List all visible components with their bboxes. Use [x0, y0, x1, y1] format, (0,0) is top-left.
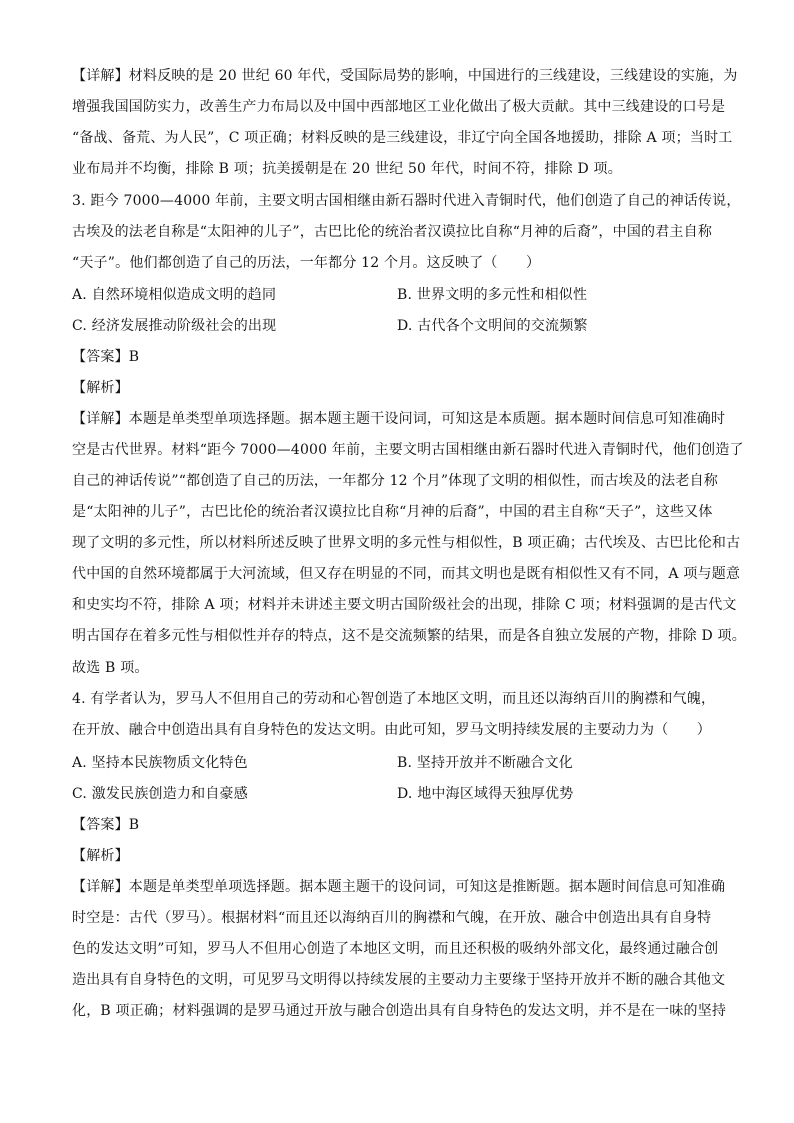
q4-detail-line: 化，B 项正确；材料强调的是罗马通过开放与融合创造出具有自身特色的发达文明，并不是在一味的坚持	[72, 1003, 727, 1019]
q4-option-d: D. 地中海区域得天独厚优势	[397, 786, 574, 802]
q4-option-b: B. 坚持开放并不断融合文化	[397, 755, 573, 771]
q4-stem-line: 4. 有学者认为，罗马人不但用自己的劳动和心智创造了本地区文明，而且还以海纳百川的胸襟和气魄，	[72, 691, 716, 707]
q3-detail-line: 【详解】本题是单类型单项选择题。据本题主题干设问词，可知这是本质题。据本题时间信息可知准确时	[72, 411, 726, 427]
q4-option-c: C. 激发民族创造力和自豪感	[72, 786, 248, 802]
q3-detail-line: 自己的神话传说”“都创造了自己的历法，一年都分 12 个月”体现了文明的相似性，而古埃及的法老自称	[72, 473, 718, 489]
q2-detail-line: 业布局并不均衡，排除 B 项；抗美援朝是在 20 世纪 50 年代，时间不符，排除 D 项。	[72, 161, 622, 177]
q3-stem-line: 古埃及的法老自称是“太阳神的儿子”，古巴比伦的统治者汉谟拉比自称“月神的后裔”，中国的君主自称	[72, 224, 713, 240]
q3-analysis-title: 【解析】	[72, 380, 129, 396]
q3-detail-line: 代中国的自然环境都属于大河流域，但又存在明显的不同，而其文明也是既有相似性又有不同，A 项与题意	[72, 566, 741, 582]
q3-answer: 【答案】B	[72, 349, 140, 365]
q4-option-a: A. 坚持本民族物质文化特色	[72, 755, 248, 771]
q3-detail-line: 现了文明的多元性，所以材料所述反映了世界文明的多元性与相似性，B 项正确；古代埃及、古巴比伦和古	[72, 535, 741, 551]
q3-stem-line: “天子”。他们都创造了自己的历法，一年都分 12 个月。这反映了（ ）	[72, 255, 541, 271]
q3-option-c: C. 经济发展推动阶级社会的出现	[72, 318, 277, 334]
q3-detail-line: 明古国存在着多元性与相似性并存的特点，这不是交流频繁的结果，而是各自独立发展的产物，排除 D 项。	[72, 628, 746, 644]
q2-detail-line: “备战、备荒、为人民”，C 项正确；材料反映的是三线建设，非辽宁向全国各地援助，排除 A 项；当时工	[72, 130, 733, 146]
q3-detail-line: 空是古代世界。材料“距今 7000—4000 年前，主要文明古国相继由新石器时代进入青铜时代，他们创造了	[72, 442, 744, 458]
q4-detail-line: 色的发达文明”可知，罗马人不但用心创造了本地区文明，而且还积极的吸纳外部文化，最终通过融合创	[72, 941, 719, 957]
q2-detail-line: 增强我国国防实力，改善生产力布局以及中国中西部地区工业化做出了极大贡献。其中三线建设的口号是	[72, 99, 726, 115]
q3-option-a: A. 自然环境相似造成文明的趋同	[72, 287, 277, 303]
q3-option-d: D. 古代各个文明间的交流频繁	[397, 318, 588, 334]
q4-stem-line: 在开放、融合中创造出具有自身特色的发达文明。由此可知，罗马文明持续发展的主要动力为（ ）	[72, 722, 711, 738]
q4-answer: 【答案】B	[72, 817, 140, 833]
q3-option-b: B. 世界文明的多元性和相似性	[397, 287, 588, 303]
q4-detail-line: 造出具有自身特色的文明，可见罗马文明得以持续发展的主要动力主要缘于坚持开放并不断的融合其他文	[72, 972, 726, 988]
q2-detail-line: 【详解】材料反映的是 20 世纪 60 年代，受国际局势的影响，中国进行的三线建设，三线建设的实施，为	[72, 68, 738, 84]
q3-detail-line: 是“太阳神的儿子”，古巴比伦的统治者汉谟拉比自称“月神的后裔”，中国的君主自称“天子”，这些又体	[72, 504, 713, 520]
q4-detail-line: 【详解】本题是单类型单项选择题。据本题主题干的设问词，可知这是推断题。据本题时间信息可知准确	[72, 879, 726, 895]
q3-detail-line: 和史实均不符，排除 A 项；材料并未讲述主要文明古国阶级社会的出现，排除 C 项；材料强调的是古代文	[72, 597, 737, 613]
q4-detail-line: 时空是：古代（罗马）。根据材料“而且还以海纳百川的胸襟和气魄，在开放、融合中创造出具有自身特	[72, 910, 712, 926]
q4-analysis-title: 【解析】	[72, 848, 129, 864]
q3-stem-line: 3. 距今 7000—4000 年前，主要文明古国相继由新石器时代进入青铜时代，他们创造了自己的神话传说，	[72, 193, 741, 209]
q3-detail-line: 故选 B 项。	[72, 660, 149, 676]
